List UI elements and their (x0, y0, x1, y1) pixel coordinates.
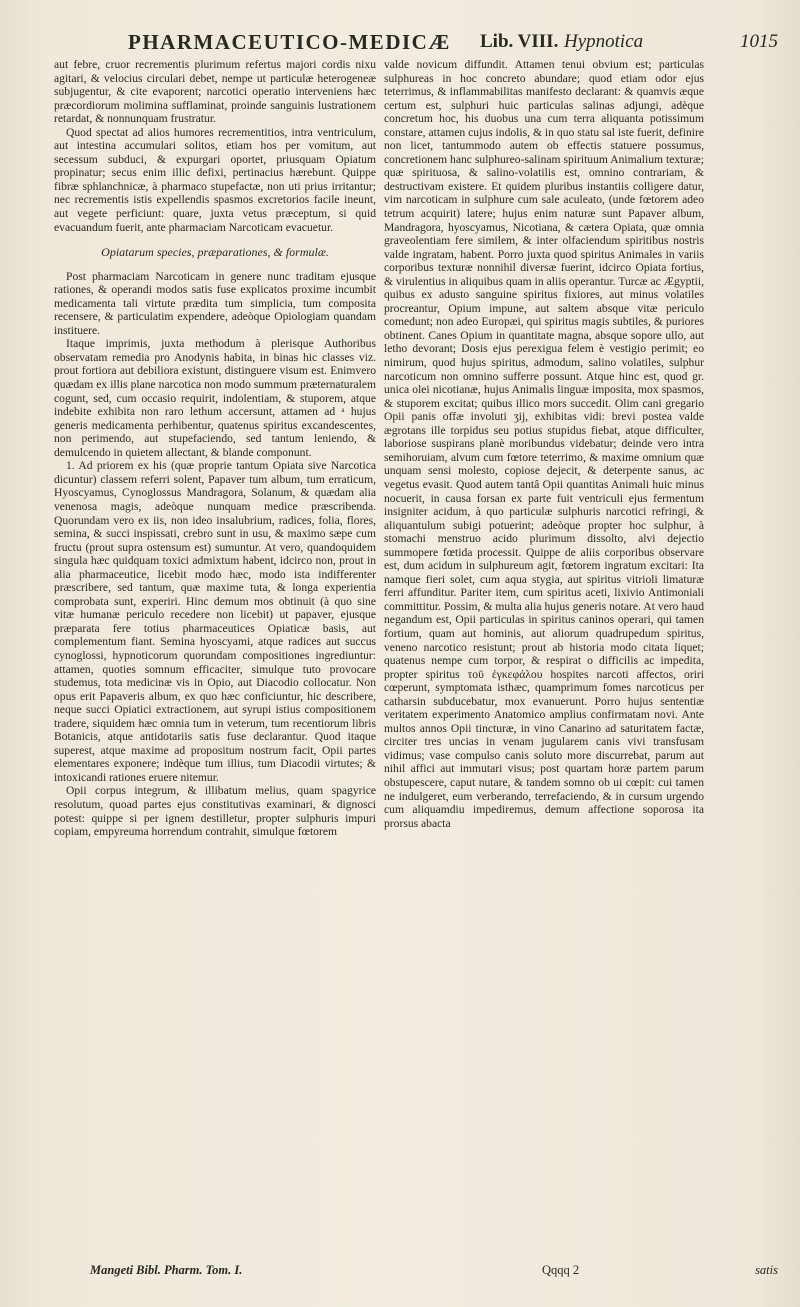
paragraph: 1. Ad priorem ex his (quæ proprie tantum Opiata sive Narcotica dicuntur) classem referri solent, Papaver tum album, tum erraticum, Hyoscyamus, Cynoglossus Mandragora, Solanum, & quædam alia venenosa magis, adeòque nunquam medice præscribenda. Quorundam vero ex iis, non ideo insalubrium, radices, folia, flores, semina, & succi inspissati, crebro sunt in usu, & maximo sæpe cum fructu (prout supra ostensum est) sumuntur. At vero, quandoquidem singula hæc quidquam toxici admixtum habent, idcirco non, prout in alia pharmaceutice, licebit modo hæc, modo ista indifferenter præscribere, sed tantum, quæ maxime tuta, & longa experientia comprobata sunt, experiri. Hinc demum mos obtinuit (à quo sine vitæ humanæ periculo recedere non licebit) ut papaver, ejusque præparata fere totius pharmaceutices Opiaticæ basis, aut complementum fiant. Semina hyoscyami, atque radices aut succus cynoglossi, hypnoticorum quorundam compositiones ingrediuntur: attamen, quoties somnum efficaciter, simulque tuto provocare studemus, tota medicinæ vis in Opio, aut Diacodio collocatur. Non opus erit Papaveris album, ex quo hæc conficiuntur, hic describere, neque succi Opiatici extractionem, aut syrupi istius compositionem tradere, siquidem hæc omnia tum in veterum, tum recentiorum libris Botanicis, atque antidotariis satis fuse declarantur. Quod itaque superest, atque maxime ad propositum nostrum facit, Opii partes elementares exponere; indèque tum illius, tum Diacodii virtutes; & intoxicandi rationes eruere nitemur. (54, 459, 376, 784)
paragraph: Itaque imprimis, juxta methodum à plerisque Authoribus observatam remedia pro Anodynis habita, in binas hic classes viz. prout fortiora aut debiliora existunt, distinguere visum est. Enimvero quædam ex illis plane narcotica non modo summum præternaturalem cogunt, sed, cum occasio requirit, indolentiam, & stuporem, atque indebite exhibita non raro lethum accersunt, attamen ad ᵃ hujus generis medicamenta perhibentur, quatenus spiritus excandescentes, non perimendo, aut stupefaciendo, sed tantum leniendo, & demulcendo in quietem allectant, & blande componunt. (54, 337, 376, 459)
catchword: satis (755, 1263, 778, 1277)
paragraph: aut febre, cruor recrementis plurimum refertus majori cordis nixu agitari, & velocius circulari debet, nempe ut particulæ heterogeneæ subjugentur, & cite evaporent; narcotici operatio interveniens hæc præcordiorum molimina sufflaminat, proinde sanguinis lustrationem retardat, & nonnunquam frustratur. (54, 58, 376, 126)
page-number: 1015 (740, 31, 778, 52)
paragraph: Opii corpus integrum, & illibatum melius, quam spagyrice resolutum, quoad partes ejus constitutivas examinari, & dignosci potest: quippe si per ignem destilletur, propter sulphuris impuri copiam, empyreuma horrendum contrahit, simulque fœtorem (54, 784, 376, 839)
right-column (384, 58, 704, 830)
left-column (54, 58, 376, 839)
book-label: Lib. VIII. (480, 31, 559, 52)
paragraph: Post pharmaciam Narcoticam in genere nunc traditam ejusque rationes, & operandi modos satis fuse explicatos proxime incumbit medicamenta tali virtute prædita tum simplicia, tum composita recensere, & particulatim expendere, adeòque Opiologiam quandam instituere. (54, 269, 376, 337)
running-title: PHARMACEUTICO-MEDICÆ (128, 30, 451, 54)
signature-mark: Qqqq 2 (542, 1263, 580, 1277)
section-label: Hypnotica (564, 31, 644, 52)
footer-reference: Mangeti Bibl. Pharm. Tom. I. (90, 1263, 243, 1277)
section-subheading: Opiatarum species, præparationes, & formulæ. (101, 245, 329, 260)
page-footer (90, 1263, 778, 1281)
paragraph: Quod spectat ad alios humores recrementitios, intra ventriculum, aut intestina accumulari solitos, etiam hos per vomitum, aut secessum subduci, & expurgari oportet, priusquam Opiatum propinatur; secus enim illic defixi, pertinacius hærebunt. Quippe fibræ sphlanchnicæ, à pharmaco stupefactæ, non uti prius irritantur; nec recrementis istis expellendis spasmos excretorios facile ineunt, aut vegete perficiunt: quare, juxta vetus præceptum, si quid evacuandum fuerit, ante pharmaciam Narcoticam evacuetur. (54, 125, 376, 234)
paragraph: valde novicum diffundit. Attamen tenui obvium est; particulas sulphureas in hoc concreto abundare; quod etiam odor ejus teterrimus, & inflammabilitas manifesto declarant: & quamvis æque certum est, sulphuri huic particulas salinas adjungi, adèque concretum hoc, his duobus una cum terra aliquanta potissimum constare, attamen cujus indolis, & in quo statu sal iste fuerit, definire non licet, tantummodo autem ob effectis statuere possumus, concretionem hanc sulphureo-salinam spirituum Animalium texturæ; quæ spirituosa, & salino-volatilis est, omnino contrariam, & destructivam existere. Et quidem pluribus instantiis colligere datur, vim narcoticam in sulphure cum sale aculeato, (unde fœtorem adeo tetrum acquirit) latere; hujus enim naturæ sunt Papaver album, Mandragora, hyoscyamus, Nicotiana, & cætera Opiata, quæ omnia graveolentiam fere similem, & inter olfaciendum spiritibus nostris valde ingratam, habent. Porro juxta quod spiritus Animales in variis corporibus texturæ nonnihil diversæ fuerint, idcirco Opiata fortius, & virulentius in aliquibus quam in aliis operantur. Turcæ ac Ægyptii, quibus ex adusto sanguine spiritus fixiores, aut minus volatiles procreantur, Opium impune, aut saltem absque vitæ periculo comedunt; non adeo Europæi, qui spiritus magis subtiles, & puriores obtinent. Canes Opium in quantitate magna, absque sopore ullo, aut letho devorant; Dosis ejus perexigua felem è vestigio perimit; eo nimirum, quod hujus spiritus, admodum, salino volatiles, sulphur narcoticum non omnino sufferre possunt. Atque hinc est, quod gr. unica olei nicotianæ, hujus Animalis linguæ imposita, mox spasmos, & stuporem excitat; quibus illico mors succedit. Olim cani gregario Opii panis offæ involuti ʒij, exhibitas vidi: brevi postea valde ægrotans ille torpidus seu potius stupidus fiebat, atque difficulter, laboriose suspirans planè moribundus videbatur; deinde vero intra semihoruiam, alvum cum fœtore teterrimo, & maxime omnium quæ unquam sensi molesto, copiose dejecit, & deterpente sanus, ac vegetus evasit. Quod autem tantâ Opii quantitas Animali huic minus nocuerit, in causa forsan ex parte fuit ventriculi ejus fermentum insigniter acidum, à quo particulæ sulphuris narcotici refringi, & aliquantulum subigi potuerint; adeòque propter hoc sulphur, à stomachi menstruo acido plurimum dissolto, alvi dejectio summopere fœtida processit. Quippe de aliis corporibus observare est, dum acidum in sulphureum agit, fœtorem ingratum excitari: Ita namque fieri solet, cum aqua stygia, aut spiritus vitrioli limaturæ ferri affunditur. Pariter item, cum spiritus aceti, lixivio Antimoniali committitur. Possim, & multa alia hujus generis notare. At vero haud negandum est, Opii particulas in spiritus caninos operari, qui tamen fortium, quam aut hominis, aut aliorum quadrupedum spiritus, veneno narcotico resistunt; prout ab historia modo citata liquet; quatenus nempe cum torpor, & respirat o difficilis ac impedita, propter spiritus τοῦ ἐγκεφάλου hospites narcoti affectos, oriri cœperunt, symptomata isthæc, quamprimum fomes narcoticus per catharsin subducebatur, mox evanuerunt. Porro hujus sententiæ veritatem experimento Anatomico amplius confirmatam novi. Ante multos annos Opii tincturæ, in vino Canarino ad saturitatem factæ, circiter tres uncias in venam jugularem canis vivi transfusam vidimus; vase compulso canis soluto more discurrebat, parum aut nihil affici aut immutari visus; post quartam horæ partem parum obstupescere, caput nutare, & tandem somno ob ui cœpit: cui tamen ne indulgeret, eum verberando, terrefaciendo, & in cursum urgendo cum aliquamdiu impediremus, demum affectione soporosa ita prorsus abacta (384, 58, 704, 830)
running-header (128, 30, 778, 56)
